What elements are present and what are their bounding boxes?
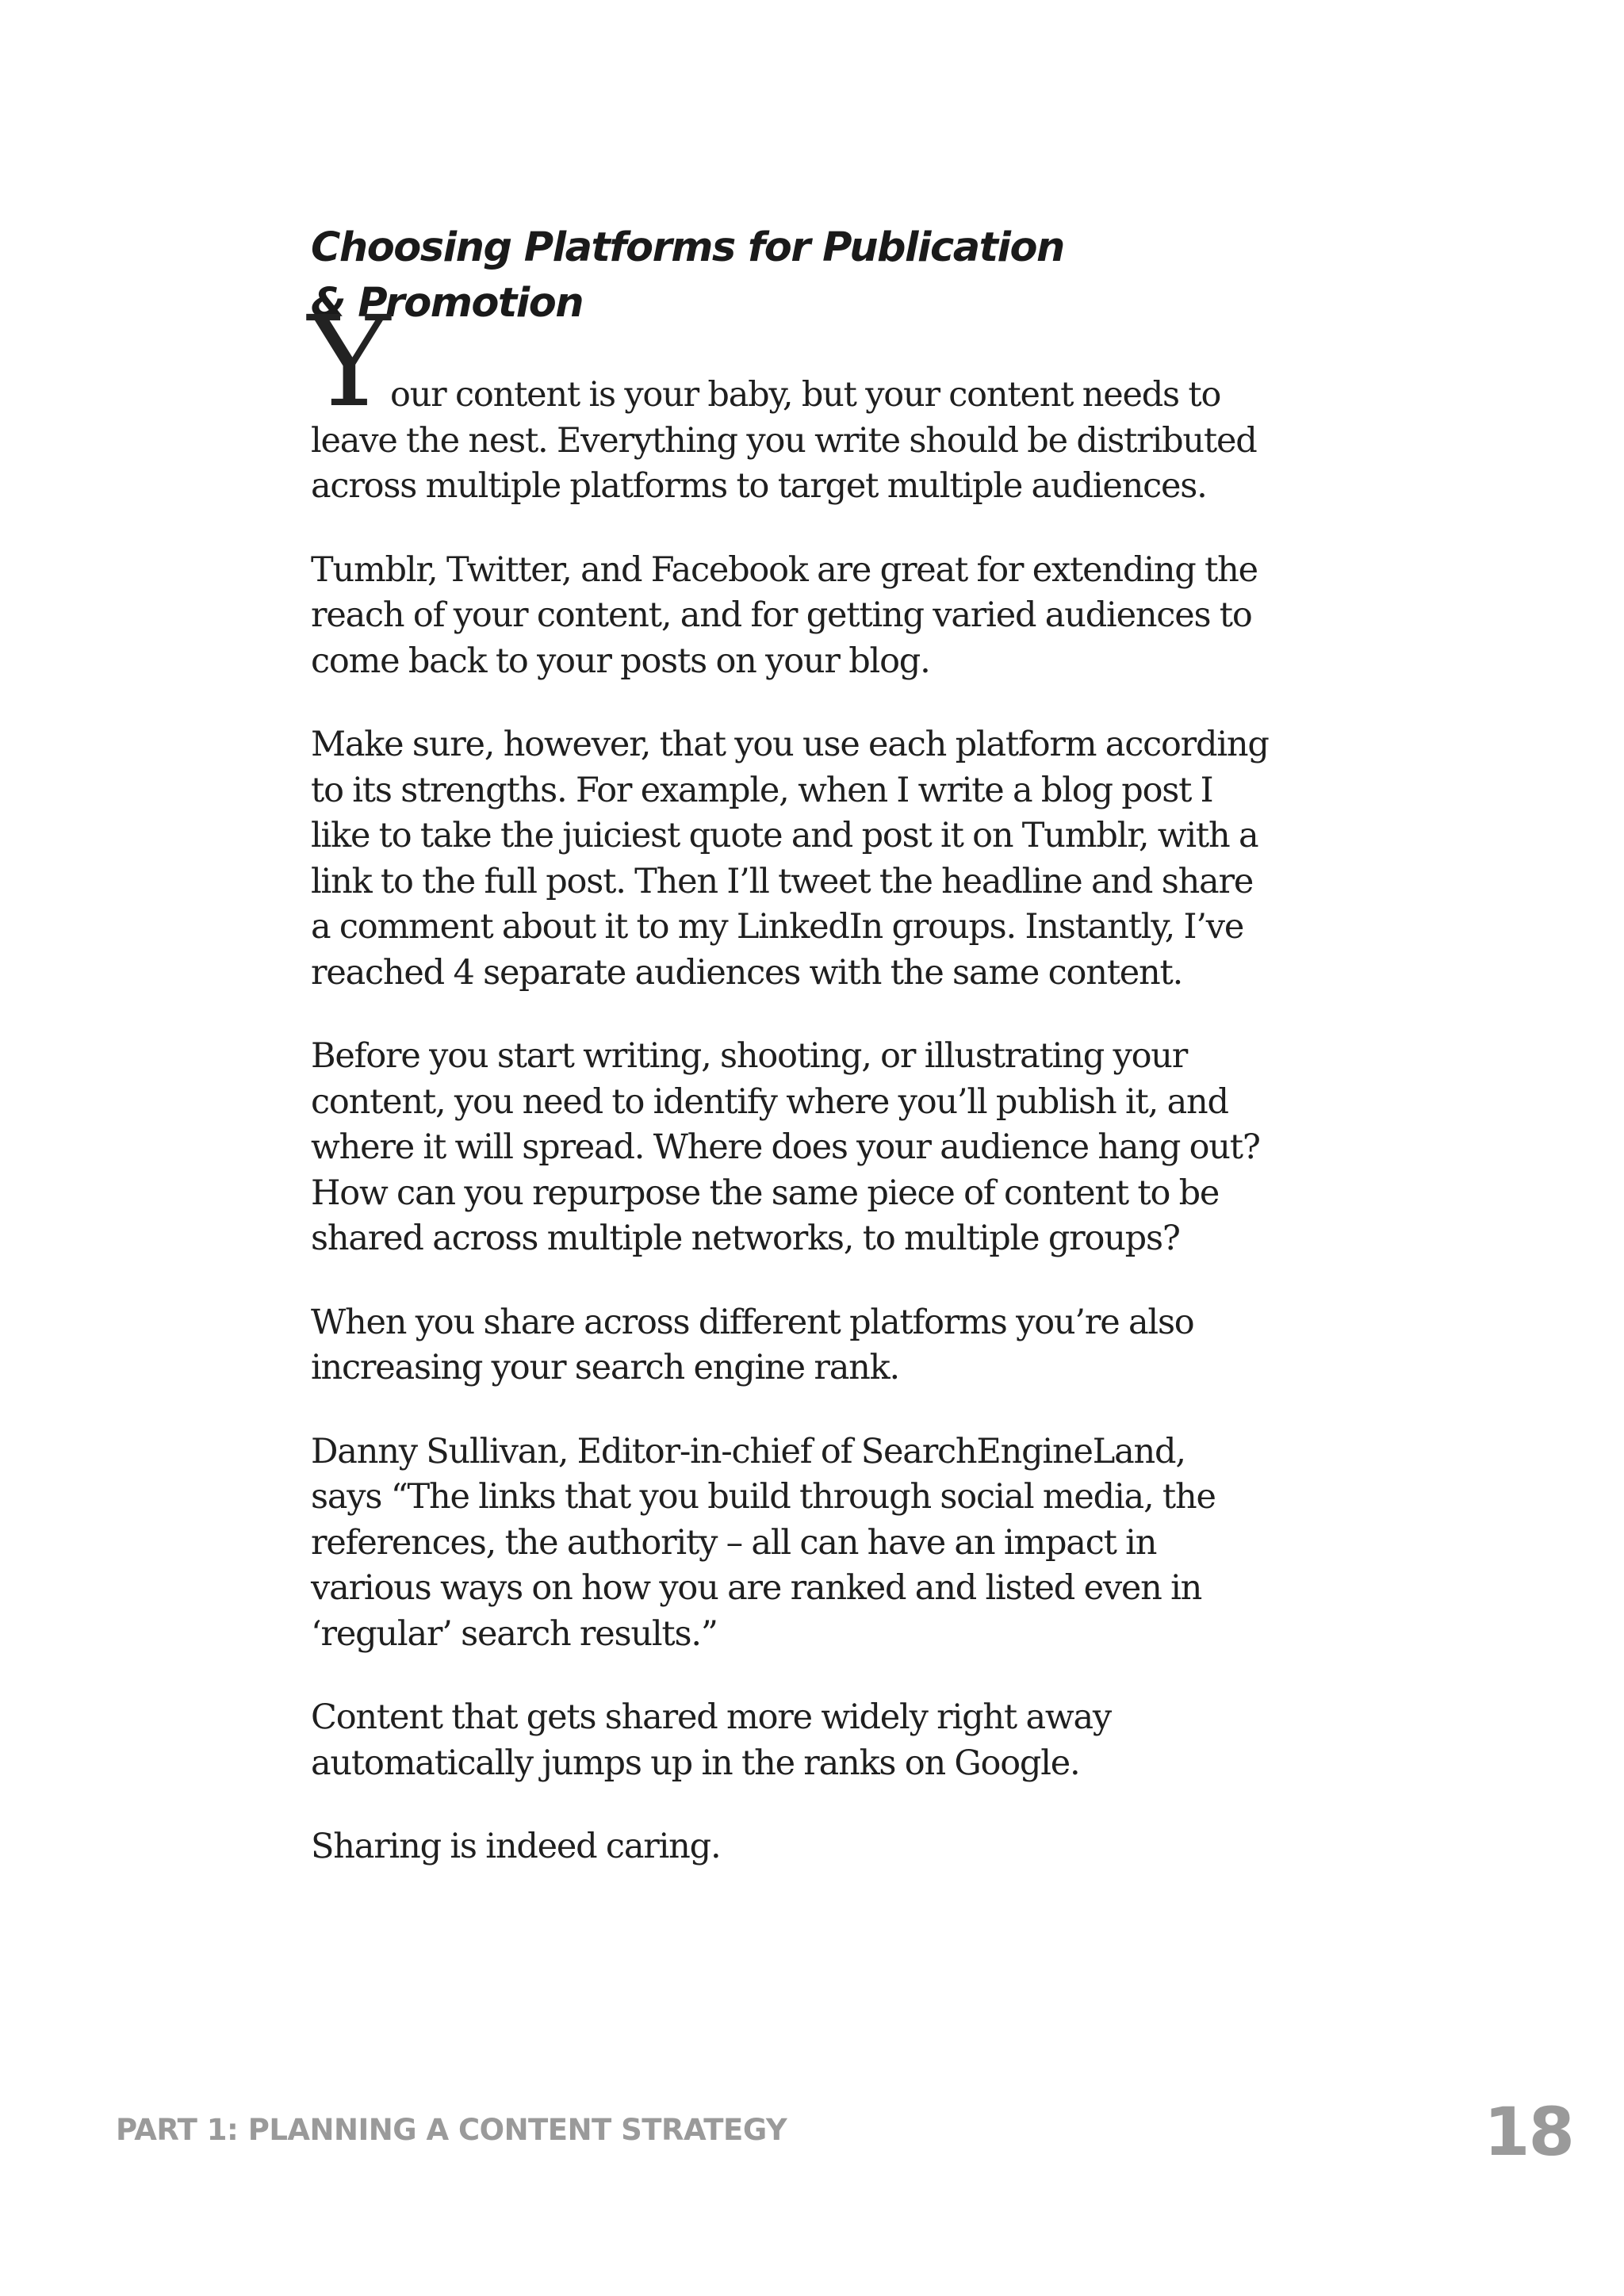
article-content — [308, 220, 1318, 1908]
paragraph-7 — [311, 1695, 1318, 1786]
paragraph-2-line: come back to your posts on your blog. — [311, 641, 930, 681]
paragraph-3-line: a comment about it to my LinkedIn groups. Instantly, I’ve — [311, 907, 1244, 947]
paragraph-6-line: Danny Sullivan, Editor-in-chief of SearchEngineLand, — [311, 1431, 1185, 1471]
section-heading — [311, 220, 1318, 331]
page-number: 18 — [1484, 2093, 1573, 2171]
paragraph-6-line: references, the authority – all can have an impact in — [311, 1522, 1157, 1563]
section-heading-line-2: & Promotion — [311, 280, 584, 327]
drop-cap-letter: Y — [308, 289, 390, 435]
paragraph-1-line-2: leave the nest. Everything you write should be distributed — [311, 420, 1257, 461]
footer-section-label: PART 1: PLANNING A CONTENT STRATEGY — [116, 2113, 787, 2147]
paragraph-3-line: link to the full post. Then I’ll tweet the headline and share — [311, 861, 1254, 901]
paragraph-4-line: How can you repurpose the same piece of content to be — [311, 1173, 1220, 1213]
paragraph-6 — [311, 1429, 1318, 1658]
paragraph-7-line: Content that gets shared more widely right away — [311, 1697, 1112, 1737]
paragraph-2 — [311, 548, 1318, 685]
paragraph-3-line: reached 4 separate audiences with the same content. — [311, 952, 1183, 993]
paragraph-4-line: content, you need to identify where you’ll publish it, and — [311, 1081, 1228, 1122]
paragraph-2-line: reach of your content, and for getting varied audiences to — [311, 595, 1252, 635]
paragraph-3-line: like to take the juiciest quote and post it on Tumblr, with a — [311, 816, 1258, 855]
paragraph-5 — [311, 1300, 1318, 1391]
paragraph-1-line-1: our content is your baby, but your content needs to — [390, 375, 1221, 415]
paragraph-4-line: where it will spread. Where does your audience hang out? — [311, 1127, 1260, 1167]
paragraph-3-line: to its strengths. For example, when I write a blog post I — [311, 770, 1213, 810]
paragraph-2-line: Tumblr, Twitter, and Facebook are great for extending the — [311, 549, 1258, 590]
section-heading-line-1: Choosing Platforms for Publication — [311, 224, 1064, 271]
paragraph-3-line: Make sure, however, that you use each platform according — [311, 725, 1269, 764]
paragraph-6-line: says “The links that you build through social media, the — [311, 1477, 1216, 1517]
paragraph-1-line-3: across multiple platforms to target multiple audiences. — [311, 466, 1207, 506]
paragraph-4-line: shared across multiple networks, to multiple groups? — [311, 1219, 1180, 1258]
paragraph-5-line: When you share across different platforms you’re also — [311, 1302, 1194, 1342]
paragraph-7-line: automatically jumps up in the ranks on Google. — [311, 1743, 1080, 1783]
paragraph-6-line: various ways on how you are ranked and listed even in — [311, 1568, 1202, 1608]
paragraph-3 — [311, 722, 1318, 996]
paragraph-4 — [311, 1034, 1318, 1262]
paragraph-4-line: Before you start writing, shooting, or illustrating your — [311, 1036, 1188, 1076]
paragraph-6-line: ‘regular’ search results.” — [311, 1613, 718, 1654]
paragraph-8-line: Sharing is indeed caring. — [311, 1827, 721, 1866]
paragraph-8 — [311, 1824, 1318, 1870]
paragraph-5-line: increasing your search engine rank. — [311, 1348, 899, 1387]
